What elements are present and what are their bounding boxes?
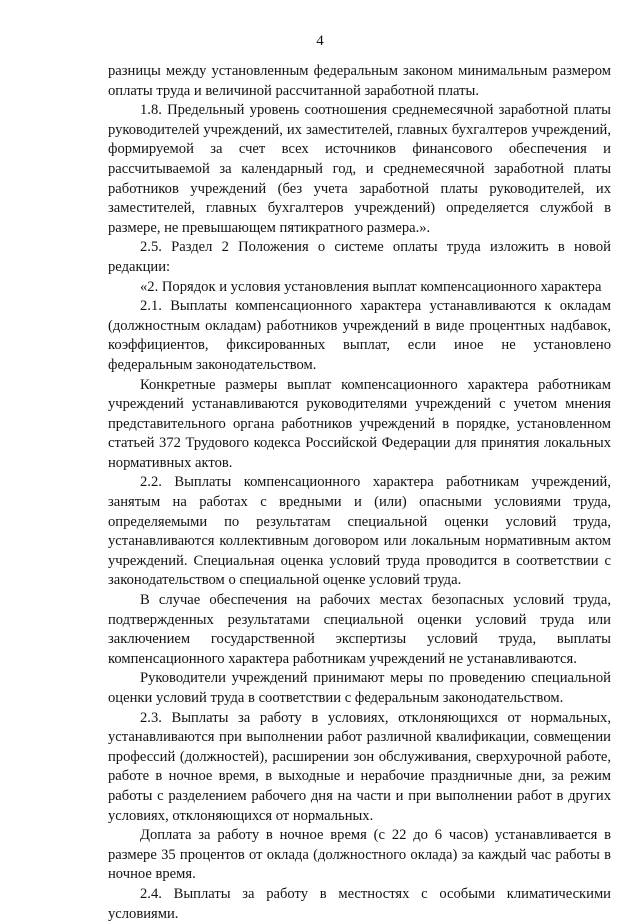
paragraph-4: «2. Порядок и условия установления выплат компенсационного характера [140,278,602,295]
paragraph-8: В случае обеспечения на рабочих местах безопасных условий труда, подтвержденных результатами специальной оценки условий труда или заключением государственной экспертизы условий труда, выплаты компенсационного характера работникам учреждений не устанавливаются. [108,592,611,667]
paragraph-9: Руководители учреждений принимают меры по проведению специальной оценки условий труда в соответствии с федеральным законодательством. [108,670,611,706]
paragraph-3: 2.5. Раздел 2 Положения о системе оплаты труда изложить в новой редакции: [108,239,611,275]
document-body [108,62,611,924]
paragraph-5: 2.1. Выплаты компенсационного характера устанавливаются к окладам (должностным окладам) работников учреждений в виде процентных надбавок, коэффициентов, фиксированных выплат, если иное не установлено федеральным законодательством. [108,298,611,373]
paragraph-7: 2.2. Выплаты компенсационного характера работникам учреждений, занятым на работах с вредными и (или) опасными условиями труда, определяемыми по результатам специальной оценки условий труда, устанавливаются коллективным договором или локальным нормативным актом учреждений. Специальная оценка условий труда проводится в соответствии с законодательством о специальной оценке условий труда. [108,474,611,589]
paragraph-10: 2.3. Выплаты за работу в условиях, отклоняющихся от нормальных, устанавливаются при выполнении работ различной квалификации, совмещении профессий (должностей), расширении зон обслуживания, сверхурочной работе, работе в ночное время, в выходные и нерабочие праздничные дни, за режим работы с разделением рабочего дня на части и при выполнении работ в других условиях, отклоняющихся от нормальных. [108,709,611,824]
paragraph-6: Конкретные размеры выплат компенсационного характера работникам учреждений устанавливаются руководителями учреждений с учетом мнения представительного органа работников учреждений в порядке, установленном статьей 372 Трудового кодекса Российской Федерации для принятия локальных нормативных актов. [108,376,611,471]
paragraph-11: Доплата за работу в ночное время (с 22 до 6 часов) устанавливается в размере 35 процентов от оклада (должностного оклада) за каждый час работы в ночное время. [108,827,611,883]
paragraph-1: разницы между установленным федеральным законом минимальным размером оплаты труда и величиной рассчитанной заработной платы. [108,63,611,99]
paragraph-12: 2.4. Выплаты за работу в местностях с особыми климатическими условиями. [108,885,611,922]
page-number: 4 [316,33,324,49]
paragraph-2: 1.8. Предельный уровень соотношения среднемесячной заработной платы руководителей учреждений, их заместителей, главных бухгалтеров учреждений, формируемой за счет всех источников финансового обеспечения и рассчитываемой за календарный год, и среднемесячной заработной платы работников учреждений (без учета заработной платы руководителей, их заместителей, главных бухгалтеров учреждений) определяется службой в размере, не превышающем пятикратного размера.». [108,102,611,236]
